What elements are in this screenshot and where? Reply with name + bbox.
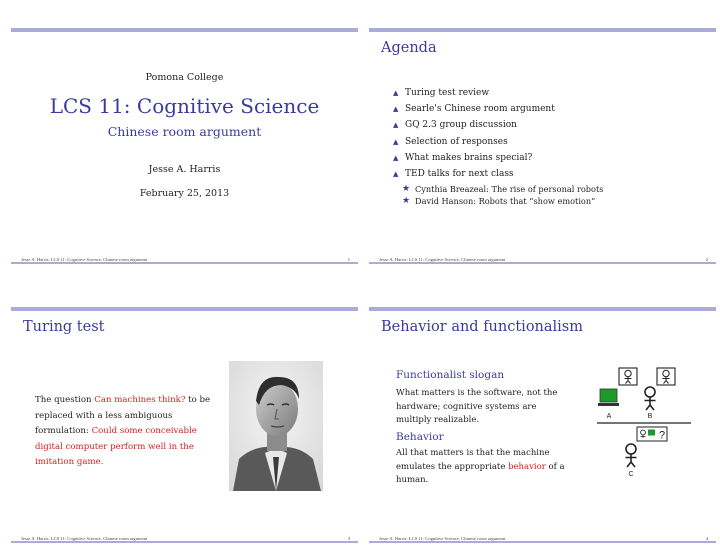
agenda-list	[393, 88, 604, 206]
list-item: ▲ Searle's Chinese room argument	[393, 104, 555, 115]
footer-text: Jesse A. Harris: LCS 11: Cognitive Science, Chinese room argument	[21, 257, 148, 262]
bullet-icon: ▲	[393, 121, 399, 130]
portrait-photo	[229, 361, 323, 491]
slide-agenda	[369, 28, 716, 268]
list-item: ★ David Hanson: Robots that “show emotion”	[402, 195, 596, 206]
bullet-icon: ▲	[393, 105, 399, 114]
slide-bottom-bar	[369, 262, 716, 264]
bullet-icon: ▲	[393, 137, 399, 146]
label-a: A	[606, 413, 612, 420]
list-item: ▲ Selection of responses	[393, 136, 508, 147]
slide-bottom-bar	[11, 262, 358, 264]
footer-text: Jesse A. Harris: LCS 11: Cognitive Science, Chinese room argument	[379, 536, 506, 541]
page-number: 4	[705, 536, 708, 541]
label-c: C	[628, 471, 634, 478]
list-item: ★ Cynthia Breazeal: The rise of personal robots	[402, 183, 604, 194]
college-name: Pomona College	[145, 72, 224, 83]
list-item: ▲ TED talks for next class ★ Cynthia Breazeal: The rise of personal robots ★ David Hanson: Robots that “show emotion”	[405, 169, 555, 185]
slide-top-bar	[369, 28, 716, 32]
highlight-text: Could some conceivable digital computer perform well in the imitation game.	[35, 426, 197, 467]
slide-top-bar	[11, 28, 358, 32]
slide-title	[11, 28, 358, 268]
label-b: B	[647, 413, 653, 420]
question-bubble-icon	[637, 427, 667, 442]
slide-title: Agenda	[381, 40, 437, 56]
bullet-icon: ▲	[393, 89, 399, 97]
slide-title: Behavior and functionalism	[381, 319, 584, 335]
star-icon: ★	[402, 195, 411, 206]
page-number: 3	[347, 536, 350, 541]
slide-turing-test	[11, 307, 358, 547]
turing-paragraph: The question Can machines think? to be replaced with a less ambiguous formulation: Could some conceivable digital computer perform well in the imitation game.	[35, 395, 211, 467]
list-item: ▲ Turing test review	[393, 88, 490, 98]
person-icon	[619, 368, 637, 385]
computer-icon	[598, 389, 619, 406]
slide-bottom-bar	[369, 541, 716, 543]
person-icon	[626, 444, 637, 467]
person-icon	[657, 368, 675, 385]
list-item: ▲ GQ 2.3 group discussion	[393, 120, 517, 131]
slide-title: Turing test	[23, 319, 105, 335]
footer-text: Jesse A. Harris: LCS 11: Cognitive Science, Chinese room argument	[379, 257, 506, 262]
block-text: All that matters is that the machine emulates the appropriate behavior of a human.	[396, 448, 565, 485]
page-number: 2	[705, 257, 708, 262]
block-heading: Functionalist slogan	[396, 369, 505, 381]
highlight-text: Can machines think?	[94, 395, 186, 405]
slide-top-bar	[369, 307, 716, 311]
slide-top-bar	[11, 307, 358, 311]
list-item: ▲ What makes brains special?	[393, 152, 533, 163]
block-text: What matters is the software, not the hardware; cognitive systems are multiply realizable.	[396, 388, 558, 425]
agenda-sublist	[402, 183, 675, 207]
question-mark: ?	[658, 429, 666, 442]
author-name: Jesse A. Harris	[148, 164, 221, 175]
person-icon	[645, 387, 656, 410]
bullet-icon: ▲	[393, 153, 399, 162]
star-icon: ★	[402, 183, 411, 194]
page-number: 1	[347, 257, 350, 262]
imitation-game-diagram	[591, 363, 701, 483]
presentation-date: February 25, 2013	[139, 188, 230, 199]
slide-behavior-functionalism	[369, 307, 716, 547]
highlight-text: behavior	[508, 461, 546, 472]
bullet-icon: ▲	[393, 169, 399, 178]
slide-bottom-bar	[11, 541, 358, 543]
block-heading: Behavior	[396, 431, 444, 443]
presentation-subtitle: Chinese room argument	[107, 124, 262, 139]
presentation-title: LCS 11: Cognitive Science	[49, 94, 320, 118]
footer-text: Jesse A. Harris: LCS 11: Cognitive Science, Chinese room argument	[21, 536, 148, 541]
